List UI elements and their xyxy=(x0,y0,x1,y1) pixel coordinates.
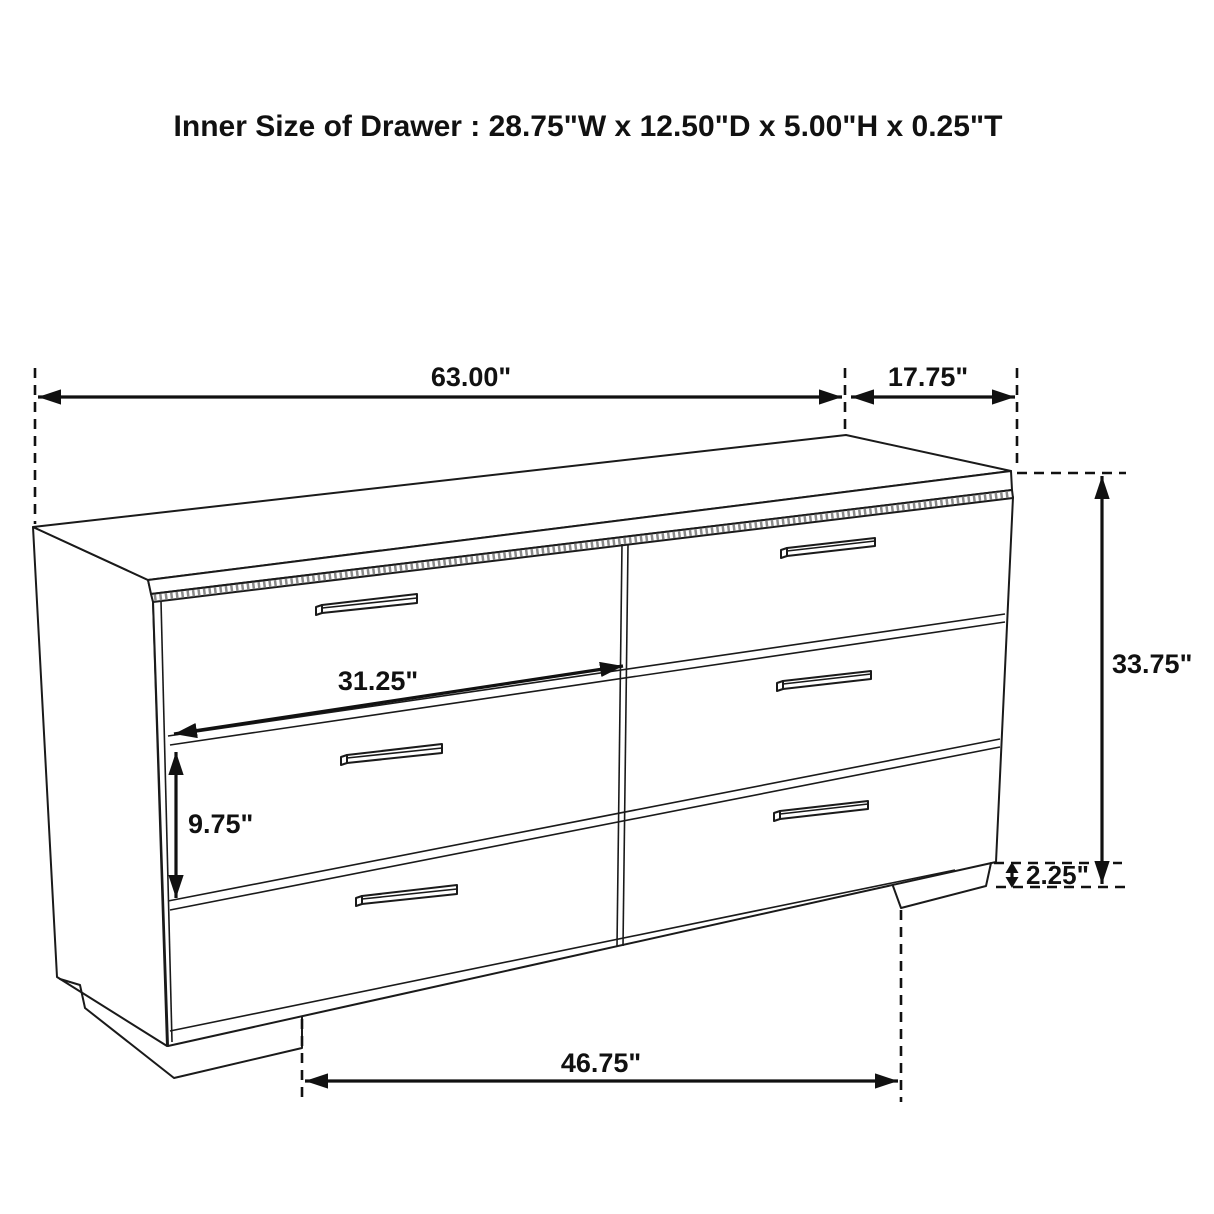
dimension-label-drawer-height: 9.75" xyxy=(188,809,254,839)
dimension-label-overall-height: 33.75" xyxy=(1112,649,1193,679)
dimension-label-drawer-width: 31.25" xyxy=(337,666,419,696)
diagram-title: Inner Size of Drawer : 28.75"W x 12.50"D x 5.00"H x 0.25"T xyxy=(173,110,1003,143)
dimension-label-base-height: 2.25" xyxy=(1026,860,1089,890)
dimension-label-overall-width: 63.00" xyxy=(430,362,512,392)
dimension-label-depth: 17.75" xyxy=(887,362,969,392)
dimension-label-footprint-width: 46.75" xyxy=(560,1048,642,1078)
